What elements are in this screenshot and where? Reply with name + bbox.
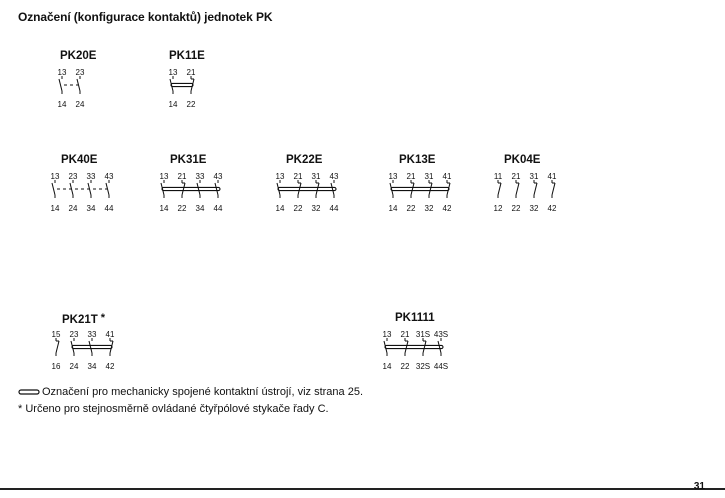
contact-diagram [156,180,226,210]
terminal-label-bottom: 14 [50,204,60,213]
unit-name: PK11E [169,50,205,62]
nc-contact-symbol [411,180,414,198]
terminal-label-bottom: 14 [388,204,398,213]
contact-diagram [272,180,342,210]
terminal-label-bottom: 14 [275,204,285,213]
terminal-label-bottom: 34 [195,204,205,213]
contact-diagram [48,338,118,368]
mechanical-link-icon [18,389,40,395]
mechanical-link-bar [171,83,193,86]
nc-contact-symbol [316,180,319,198]
terminal-label-bottom: 34 [86,204,96,213]
nc-contact-symbol [534,180,537,198]
note-dc [18,403,329,415]
no-contact-symbol [197,180,200,198]
terminal-label-top: 13 [388,172,398,181]
terminal-label-bottom: 22 [177,204,187,213]
terminal-label-bottom: 32 [529,204,539,213]
terminal-label-top: 21 [511,172,521,181]
dc-asterisk: * [100,312,106,324]
terminal-label-top: 13 [168,68,178,77]
nc-contact-symbol [191,76,194,94]
no-contact-symbol [161,180,164,198]
terminal-label-top: 43S [433,330,449,339]
note-dc-text: * Určeno pro stejnosměrně ovládané čtyřpólové stykače řady C. [18,403,329,415]
terminal-label-bottom: 24 [75,100,85,109]
terminal-label-top: 21 [293,172,303,181]
terminal-label-bottom: 16 [51,362,61,371]
terminal-label-bottom: 12 [493,204,503,213]
terminal-label-top: 23 [69,330,79,339]
terminal-label-top: 41 [547,172,557,181]
unit-name: PK1111 [395,312,435,324]
terminal-label-bottom: 44S [433,362,449,371]
nc-contact-symbol [429,180,432,198]
terminal-label-bottom: 32 [424,204,434,213]
mechanical-link-bar [278,187,336,190]
terminal-label-top: 13 [159,172,169,181]
page-number: 31 [693,481,705,492]
unit-name: PK40E [61,154,98,166]
terminal-label-top: 11 [493,172,503,181]
nc-contact-symbol [516,180,519,198]
no-contact-symbol [71,338,74,356]
contact-diagram [54,76,88,106]
terminal-label-bottom: 44 [329,204,339,213]
terminal-label-bottom: 44 [213,204,223,213]
mechanical-link-bar [72,345,112,348]
terminal-label-top: 43 [213,172,223,181]
terminal-label-top: 21 [400,330,410,339]
no-contact-symbol [438,338,441,356]
terminal-label-bottom: 22 [400,362,410,371]
nc-contact-symbol [56,338,59,356]
terminal-label-top: 13 [57,68,67,77]
terminal-label-bottom: 22 [293,204,303,213]
nc-contact-symbol [298,180,301,198]
terminal-label-top: 43 [329,172,339,181]
terminal-label-bottom: 22 [511,204,521,213]
terminal-label-top: 23 [75,68,85,77]
terminal-label-bottom: 24 [68,204,78,213]
nc-contact-symbol [182,180,185,198]
note-mechanical-link [18,386,363,398]
terminal-label-bottom: 34 [87,362,97,371]
contact-diagram [165,76,199,106]
terminal-label-top: 23 [68,172,78,181]
no-contact-symbol [59,76,62,94]
nc-contact-symbol [498,180,501,198]
terminal-label-top: 31 [311,172,321,181]
nc-contact-symbol [405,338,408,356]
page-bottom-rule [0,488,725,490]
no-contact-symbol [52,180,55,198]
terminal-label-top: 13 [275,172,285,181]
terminal-label-bottom: 44 [104,204,114,213]
terminal-label-top: 31S [415,330,431,339]
terminal-label-bottom: 14 [159,204,169,213]
nc-contact-symbol [423,338,426,356]
terminal-label-top: 43 [104,172,114,181]
unit-name: PK20E [60,50,97,62]
terminal-label-top: 15 [51,330,61,339]
mechanical-link-bar [391,187,449,190]
terminal-label-bottom: 14 [57,100,67,109]
unit-name: PK13E [399,154,436,166]
terminal-label-bottom: 42 [105,362,115,371]
terminal-label-bottom: 22 [406,204,416,213]
no-contact-symbol [89,338,92,356]
terminal-label-top: 33 [195,172,205,181]
unit-name: PK04E [504,154,541,166]
terminal-label-top: 21 [186,68,196,77]
unit-name: PK21T * [62,312,106,326]
terminal-label-top: 31 [424,172,434,181]
terminal-label-top: 41 [442,172,452,181]
unit-name: PK22E [286,154,323,166]
contact-diagram [385,180,455,210]
no-contact-symbol [331,180,334,198]
contact-diagram [490,180,560,210]
mechanical-link-bar [162,187,220,190]
terminal-label-top: 33 [86,172,96,181]
contact-diagram [379,338,449,368]
terminal-label-top: 21 [406,172,416,181]
page-heading: Označení (konfigurace kontaktů) jednotek PK [18,10,273,24]
no-contact-symbol [215,180,218,198]
mechanical-link-bar [385,345,443,348]
terminal-label-bottom: 14 [168,100,178,109]
nc-contact-symbol [552,180,555,198]
terminal-label-bottom: 32 [311,204,321,213]
unit-name: PK31E [170,154,207,166]
terminal-label-bottom: 22 [186,100,196,109]
terminal-label-bottom: 42 [547,204,557,213]
contact-diagram [47,180,117,210]
no-contact-symbol [170,76,173,94]
terminal-label-top: 21 [177,172,187,181]
terminal-label-top: 13 [382,330,392,339]
terminal-label-bottom: 32S [415,362,431,371]
terminal-label-bottom: 14 [382,362,392,371]
terminal-label-bottom: 24 [69,362,79,371]
terminal-label-top: 41 [105,330,115,339]
terminal-label-top: 13 [50,172,60,181]
terminal-label-bottom: 42 [442,204,452,213]
terminal-label-top: 31 [529,172,539,181]
note-mechanical-text: Označení pro mechanicky spojené kontaktní ústrojí, viz strana 25. [42,386,363,398]
terminal-label-top: 33 [87,330,97,339]
